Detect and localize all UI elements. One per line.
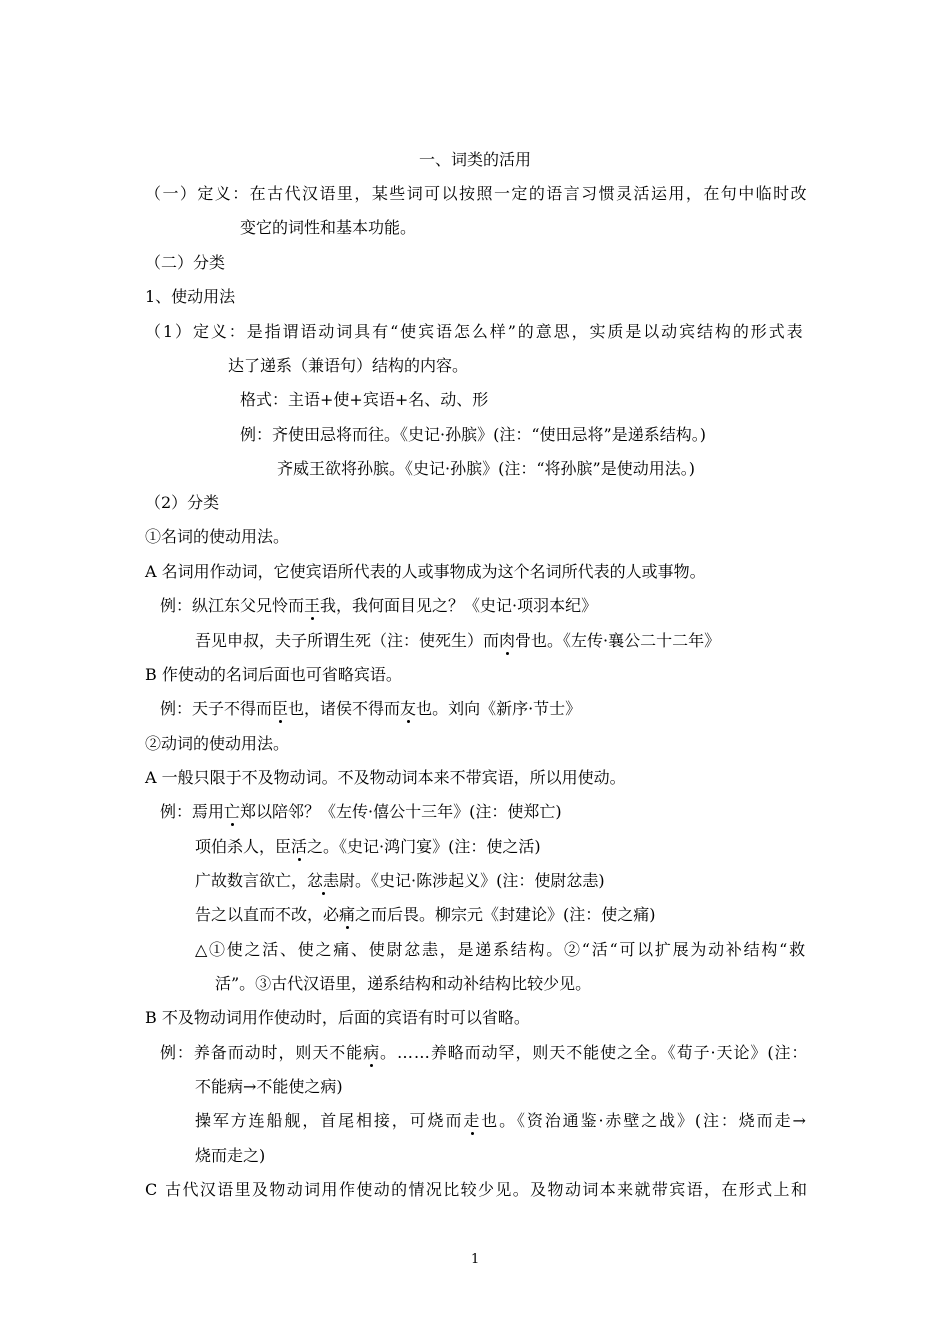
text-segment: （2）分类: [145, 493, 220, 512]
text-line-ex1: [240, 425, 706, 445]
text-line-vAex2: [195, 837, 541, 857]
text-segment: 吾见申叔，夫子所谓生死（注：使死生）而: [195, 631, 500, 650]
text-line-cat: [145, 253, 225, 273]
text-line-note1: [195, 940, 807, 960]
text-segment: 格式：主语+使+宾语+名、动、形: [240, 390, 489, 409]
text-segment: 变它的词性和基本功能。: [240, 218, 417, 237]
page-number: 1: [471, 1252, 480, 1267]
text-line-vAex1: [160, 802, 562, 822]
text-line-nAex2: [195, 631, 720, 651]
text-segment: 例：天子不得而: [160, 699, 273, 718]
text-line-nB: [145, 665, 402, 685]
text-segment: （一）定义：在古代汉语里，某些词可以按照一定的语言习惯灵活运用，在句中临时改: [145, 184, 809, 203]
page-title: 一、词类的活用: [418, 150, 531, 169]
text-segment: 也，诸侯不得而: [288, 699, 401, 718]
text-segment: ②动词的使动用法。: [145, 734, 290, 753]
text-segment: 项伯杀人，臣: [195, 837, 292, 856]
text-segment: 操军方连船舰，首尾相接，可烧而: [195, 1111, 464, 1130]
text-segment: A 名词用作动词，它使宾语所代表的人或事物成为这个名词所代表的人或事物。: [145, 562, 706, 581]
dotted-emphasis: 活: [291, 837, 308, 856]
dotted-emphasis: 亡: [224, 802, 241, 821]
dotted-emphasis: 王: [304, 596, 321, 615]
text-segment: 例：纵江东父兄怜而: [160, 596, 305, 615]
text-line-vBex2b: [195, 1146, 265, 1166]
text-segment: 之而后畏。柳宗元《封建论》(注：使之痛): [355, 905, 656, 924]
text-line-sec1: [145, 287, 235, 307]
text-line-ex2: [277, 459, 695, 479]
text-segment: 尉。《史记·陈涉起义》(注：使尉忿恚): [339, 871, 605, 890]
text-segment: 烧而走之): [195, 1146, 266, 1165]
text-line-fmt: [240, 390, 488, 410]
dotted-emphasis: 痛: [339, 905, 356, 924]
text-segment: △①使之活、使之痛、使尉忿恚，是递系结构。②“活“可以扩展为动补结构“救: [195, 940, 807, 959]
text-line-note2: [215, 974, 591, 994]
text-segment: 广故数言欲亡，: [195, 871, 308, 890]
text-segment: 也。《资治通鉴·赤壁之战》(注：烧而走→: [481, 1111, 808, 1130]
text-line-nA: [145, 562, 706, 582]
dotted-emphasis: 走: [463, 1111, 482, 1130]
text-line-s2: [145, 493, 219, 513]
text-segment: B 作使动的名词后面也可省略宾语。: [145, 665, 402, 684]
text-segment: 1、使动用法: [145, 287, 236, 306]
text-line-s1def: [145, 322, 805, 342]
text-segment: 告之以直而不改，必: [195, 905, 340, 924]
text-line-nAex1: [160, 596, 597, 616]
text-segment: A 一般只限于不及物动词。不及物动词本来不带宾语，所以用使动。: [145, 768, 626, 787]
text-line-vBex1b: [195, 1077, 343, 1097]
text-segment: 齐威王欲将孙膑。《史记·孙膑》(注：“将孙膑”是使动用法。): [277, 459, 695, 478]
dotted-emphasis: 病: [363, 1043, 381, 1062]
text-line-vBex1: [160, 1043, 808, 1063]
text-line-nBex: [160, 699, 581, 719]
text-segment: （二）分类: [145, 253, 226, 272]
text-segment: 骨也。《左传·襄公二十二年》: [515, 631, 721, 650]
text-line-n1: [145, 527, 289, 547]
text-segment: 我，我何面目见之？《史记·项羽本纪》: [320, 596, 598, 615]
text-segment: B 不及物动词用作使动时，后面的宾语有时可以省略。: [145, 1008, 530, 1027]
text-segment: （1）定义：是指谓语动词具有“使宾语怎么样”的意思，实质是以动宾结构的形式表: [145, 322, 805, 341]
text-segment: 例：齐使田忌将而往。《史记·孙膑》(注：“使田忌将”是递系结构。): [240, 425, 706, 444]
text-segment: 也。刘向《新序·节士》: [416, 699, 582, 718]
dotted-emphasis: 肉: [499, 631, 516, 650]
text-segment: 达了递系（兼语句）结构的内容。: [228, 356, 469, 375]
text-line-vA: [145, 768, 626, 788]
text-segment: ①名词的使动用法。: [145, 527, 290, 546]
text-line-vC: [145, 1180, 808, 1200]
text-segment: 之。《史记·鸿门宴》(注：使之活): [307, 837, 541, 856]
text-segment: 。……养略而动罕，则天不能使之全。《荀子·天论》(注：: [380, 1043, 809, 1062]
text-line-vAex3: [195, 871, 605, 891]
text-segment: 不能病→不能使之病): [195, 1077, 343, 1096]
text-line-s1def2: [228, 356, 468, 376]
text-segment: 活”。③古代汉语里，递系结构和动补结构比较少见。: [215, 974, 592, 993]
text-segment: 例：焉用: [160, 802, 225, 821]
text-line-vAex4: [195, 905, 656, 925]
text-segment: 例：养备而动时，则天不能: [160, 1043, 364, 1062]
text-line-def: [145, 184, 808, 204]
dotted-emphasis: 友: [400, 699, 417, 718]
text-line-def2: [240, 218, 416, 238]
text-line-v2: [145, 734, 289, 754]
text-line-vB: [145, 1008, 530, 1028]
text-line-vBex2: [195, 1111, 808, 1131]
text-segment: 郑以陪邻？《左传·僖公十三年》(注：使郑亡): [240, 802, 562, 821]
dotted-emphasis: 忿恚: [307, 871, 340, 890]
text-segment: C 古代汉语里及物动词用作使动的情况比较少见。及物动词本来就带宾语，在形式上和: [145, 1180, 809, 1199]
dotted-emphasis: 臣: [272, 699, 289, 718]
